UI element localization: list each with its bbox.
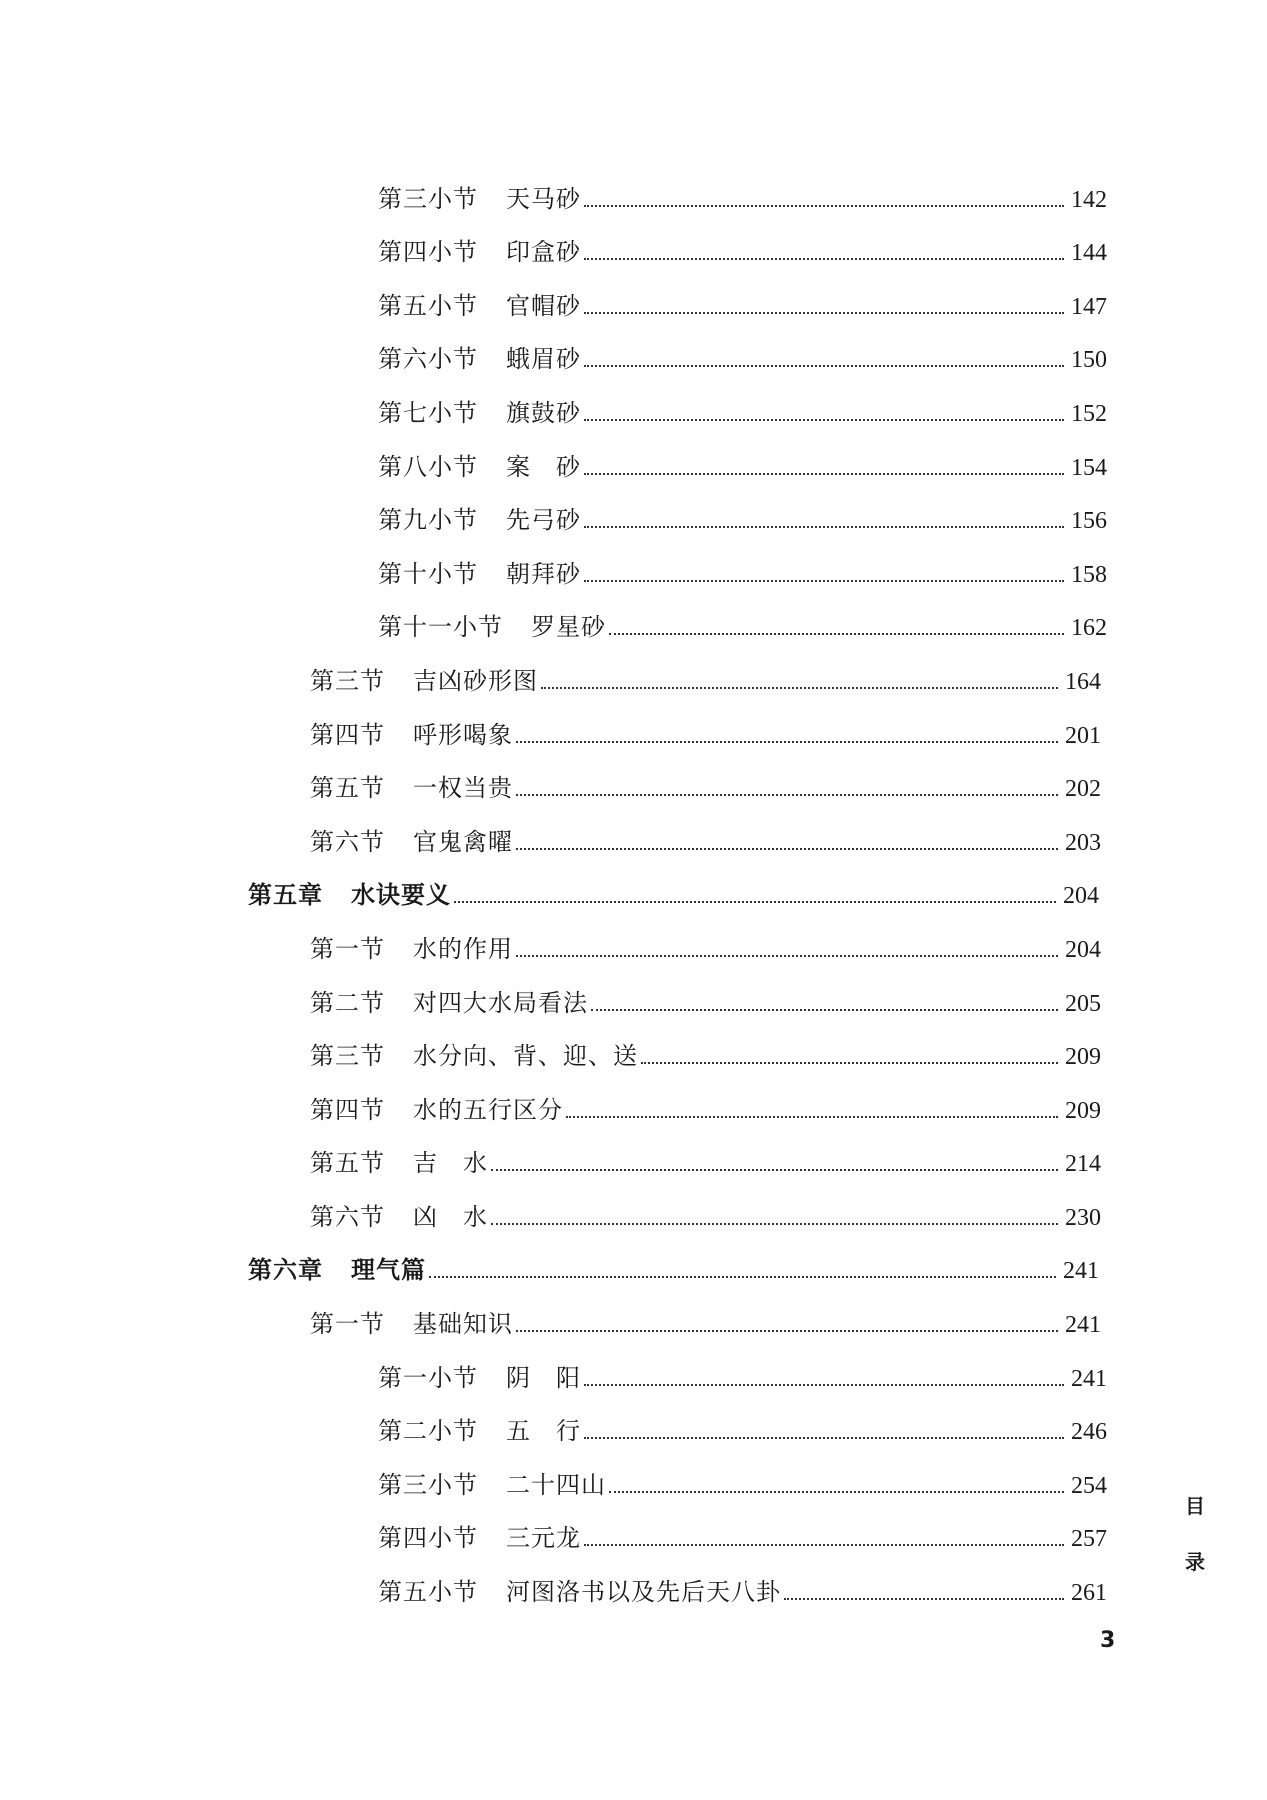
dot-leader [454, 900, 1056, 903]
toc-entry-title: 官帽砂 [506, 291, 581, 320]
dot-leader [584, 418, 1064, 421]
toc-entry-label: 第十一小节 [378, 613, 503, 642]
dot-leader [584, 1436, 1064, 1439]
toc-entry-label: 第五章 [248, 880, 323, 910]
dot-leader [591, 1008, 1058, 1011]
toc-entry-title: 罗星砂 [531, 613, 606, 642]
section-side-label [1180, 1478, 1210, 1590]
toc-entry-title: 印盒砂 [506, 238, 581, 267]
toc-entry-label: 第四节 [310, 720, 385, 749]
toc-entry-page: 156 [1071, 508, 1107, 535]
toc-entry [0, 428, 1267, 482]
dot-leader [516, 740, 1058, 743]
toc-entry-label: 第十小节 [378, 559, 478, 588]
dot-leader [784, 1597, 1064, 1600]
toc-entry-page: 203 [1065, 829, 1101, 856]
toc-entry-page: 205 [1065, 990, 1101, 1017]
toc-entry [0, 642, 1267, 696]
toc-entry-page: 142 [1071, 186, 1107, 213]
toc-entry-page: 150 [1071, 347, 1107, 374]
toc-entry-page: 162 [1071, 615, 1107, 642]
dot-leader [584, 204, 1064, 207]
toc-entry [0, 1232, 1267, 1286]
toc-entry [0, 1553, 1267, 1607]
toc-entry [0, 696, 1267, 750]
toc-entry-title: 呼形喝象 [413, 720, 513, 749]
dot-leader [491, 1168, 1058, 1171]
toc-entry [0, 1285, 1267, 1339]
dot-leader [516, 847, 1058, 850]
dot-leader [516, 793, 1058, 796]
toc-entry-label: 第五小节 [378, 291, 478, 320]
toc-entry-label: 第九小节 [378, 506, 478, 535]
dot-leader [609, 632, 1064, 635]
toc-entry-label: 第三小节 [378, 1470, 478, 1499]
dot-leader [516, 1329, 1058, 1332]
toc-entry [0, 160, 1267, 214]
toc-entry-label: 第六小节 [378, 345, 478, 374]
toc-entry [0, 964, 1267, 1018]
toc-entry-page: 241 [1065, 1312, 1101, 1339]
toc-entry-title: 阴 阳 [506, 1363, 581, 1392]
toc-entry [0, 910, 1267, 964]
toc-entry [0, 803, 1267, 857]
toc-entry-title: 蛾眉砂 [506, 345, 581, 374]
toc-entry-title: 官鬼禽曜 [413, 827, 513, 856]
toc-entry-title: 天马砂 [506, 184, 581, 213]
dot-leader [584, 1383, 1064, 1386]
toc-entry [0, 589, 1267, 643]
dot-leader [584, 1543, 1064, 1546]
toc-entry-label: 第六章 [248, 1255, 323, 1285]
toc-entry [0, 535, 1267, 589]
toc-entry-label: 第五节 [310, 1149, 385, 1178]
toc-entry-page: 209 [1065, 1097, 1101, 1124]
toc-entry-title: 五 行 [506, 1417, 581, 1446]
toc-entry-title: 三元龙 [506, 1524, 581, 1553]
toc-entry-page: 154 [1071, 454, 1107, 481]
toc-entry-page: 204 [1063, 883, 1099, 910]
toc-entry-label: 第八小节 [378, 452, 478, 481]
toc-entry-label: 第一小节 [378, 1363, 478, 1392]
page-number: 3 [1100, 1628, 1116, 1653]
toc-entry-label: 第一节 [310, 1310, 385, 1339]
toc-entry-label: 第四小节 [378, 238, 478, 267]
dot-leader [641, 1061, 1058, 1064]
toc-entry [0, 1071, 1267, 1125]
toc-entry-title: 水分向、背、迎、送 [413, 1042, 638, 1071]
side-label-char-1: 目 [1185, 1494, 1205, 1518]
toc-entry [0, 374, 1267, 428]
toc-entry-page: 257 [1071, 1526, 1107, 1553]
toc-entry [0, 214, 1267, 268]
dot-leader [584, 579, 1064, 582]
toc-entry [0, 321, 1267, 375]
toc-entry-title: 水的作用 [413, 934, 513, 963]
toc-entry-title: 吉凶砂形图 [413, 666, 538, 695]
toc-entry-page: 201 [1065, 722, 1101, 749]
toc-entry [0, 267, 1267, 321]
dot-leader [584, 364, 1064, 367]
toc-entry-page: 158 [1071, 561, 1107, 588]
dot-leader [566, 1115, 1058, 1118]
toc-entry-page: 214 [1065, 1151, 1101, 1178]
toc-entry-title: 水诀要义 [351, 880, 451, 910]
toc-entry-title: 吉 水 [413, 1149, 488, 1178]
table-of-contents [0, 160, 1267, 1607]
dot-leader [541, 686, 1058, 689]
toc-entry-title: 一权当贵 [413, 774, 513, 803]
toc-entry [0, 750, 1267, 804]
toc-entry-label: 第二节 [310, 988, 385, 1017]
toc-entry [0, 1178, 1267, 1232]
toc-entry [0, 1500, 1267, 1554]
toc-entry [0, 1339, 1267, 1393]
toc-entry-page: 261 [1071, 1580, 1107, 1607]
toc-entry-title: 旗鼓砂 [506, 398, 581, 427]
toc-entry [0, 1393, 1267, 1447]
toc-entry-page: 204 [1065, 936, 1101, 963]
toc-entry-label: 第二小节 [378, 1417, 478, 1446]
toc-entry [0, 1446, 1267, 1500]
dot-leader [584, 257, 1064, 260]
toc-entry-label: 第六节 [310, 827, 385, 856]
toc-entry-label: 第三小节 [378, 184, 478, 213]
toc-entry-title: 基础知识 [413, 1310, 513, 1339]
toc-entry-label: 第五节 [310, 774, 385, 803]
toc-entry-page: 246 [1071, 1419, 1107, 1446]
toc-entry-label: 第三节 [310, 666, 385, 695]
toc-entry-title: 凶 水 [413, 1202, 488, 1231]
toc-entry-page: 164 [1065, 668, 1101, 695]
toc-entry-title: 水的五行区分 [413, 1095, 563, 1124]
toc-entry-page: 144 [1071, 240, 1107, 267]
toc-entry [0, 857, 1267, 911]
toc-entry-page: 209 [1065, 1044, 1101, 1071]
toc-entry-page: 241 [1063, 1258, 1099, 1285]
dot-leader [609, 1490, 1064, 1493]
toc-entry-page: 147 [1071, 293, 1107, 320]
toc-entry-label: 第四节 [310, 1095, 385, 1124]
toc-entry-page: 152 [1071, 400, 1107, 427]
toc-entry [0, 1018, 1267, 1072]
dot-leader [584, 311, 1064, 314]
toc-entry-title: 二十四山 [506, 1470, 606, 1499]
toc-entry-page: 241 [1071, 1365, 1107, 1392]
toc-entry-label: 第一节 [310, 934, 385, 963]
dot-leader [429, 1275, 1056, 1278]
toc-entry-label: 第四小节 [378, 1524, 478, 1553]
side-label-char-2: 录 [1185, 1550, 1205, 1574]
toc-entry-title: 河图洛书以及先后天八卦 [506, 1578, 781, 1607]
toc-entry-page: 202 [1065, 776, 1101, 803]
toc-entry-title: 理气篇 [351, 1255, 426, 1285]
dot-leader [584, 525, 1064, 528]
toc-entry-title: 对四大水局看法 [413, 988, 588, 1017]
toc-entry [0, 1125, 1267, 1179]
toc-entry-page: 230 [1065, 1204, 1101, 1231]
dot-leader [584, 472, 1064, 475]
toc-entry-page: 254 [1071, 1472, 1107, 1499]
dot-leader [491, 1222, 1058, 1225]
toc-entry-title: 朝拜砂 [506, 559, 581, 588]
toc-entry-label: 第三节 [310, 1042, 385, 1071]
toc-entry-title: 案 砂 [506, 452, 581, 481]
toc-entry-label: 第七小节 [378, 398, 478, 427]
dot-leader [516, 954, 1058, 957]
toc-entry [0, 482, 1267, 536]
toc-entry-label: 第六节 [310, 1202, 385, 1231]
toc-entry-label: 第五小节 [378, 1578, 478, 1607]
toc-entry-title: 先弓砂 [506, 506, 581, 535]
